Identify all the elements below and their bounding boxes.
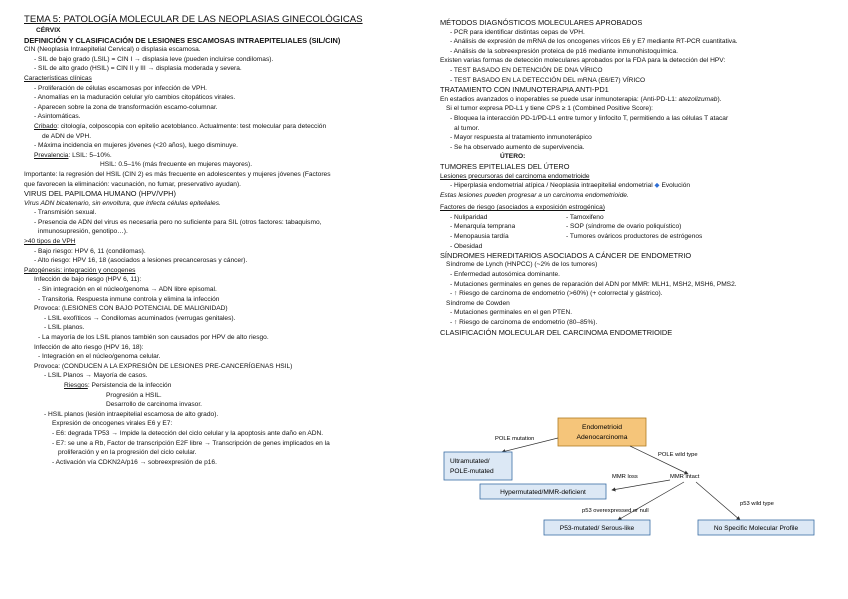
treatment-item: - Bloquea la interacción PD-1/PD-L1 entre tumor y linfocito T, permitiendo a las células T atacar (450, 114, 729, 122)
tumors-heading: TUMORES EPITELIALES DEL ÚTERO (440, 161, 570, 171)
treatment-drug: atezolizumab (678, 95, 718, 103)
molecular-classification-diagram (440, 412, 840, 562)
risk-factors-left (450, 213, 515, 251)
mayoria-item: - La mayoría de los LSIL planos también son causados por HPV de alto riesgo. (38, 334, 269, 341)
risk-factor-item: - Tamoxifeno (566, 213, 604, 221)
high-risk-item: - Integración en el núcleo/genoma celular. (38, 353, 161, 361)
oncogene-item: - Activación vía CDKN2A/p16 → sobreexpresión de p16. (52, 458, 217, 466)
low-risk-item: - Transitoria. Respuesta inmune controla y elimina la infección (38, 295, 220, 303)
p53-over-label: p53 overexpressed or null (582, 508, 649, 514)
cowden-item: - ↑ Riesgo de carcinoma de endometrio (80–85%). (450, 319, 598, 327)
treatment-item: al tumor. (454, 124, 480, 132)
provoca-low-item: - LSIL exofíticos → Condilomas acuminados (verrugas genitales). (44, 314, 236, 322)
riesgos-label: Riesgos (64, 381, 88, 389)
treatment-end: ). (717, 95, 722, 103)
arrow-pole-wild (630, 446, 688, 474)
nsmp-label: No Specific Molecular Profile (713, 525, 799, 532)
oncogene-item: - E7: se une a Rb, Factor de transcripción E2F libre → Transcripción de genes implicados en la (52, 439, 330, 447)
cowden-heading: Síndrome de Cowden (446, 299, 510, 307)
vph-item: - Transmisión sexual. (34, 209, 97, 217)
def-heading: DEFINICIÓN Y CLASIFICACIÓN DE LESIONES ESCAMOSAS INTRAEPITELIALES (SIL/CIN) (24, 35, 341, 45)
utero-heading: ÚTERO: (500, 153, 526, 161)
hypermutated-label: Hypermutated/MMR-deficient (500, 489, 586, 496)
cribado-text-2: de ADN de VPH. (42, 132, 92, 140)
root-label: Endometrioid (581, 424, 623, 431)
clinical-item: - Asintomáticas. (34, 113, 81, 121)
pole-wild-label: POLE wild type (658, 452, 698, 458)
right-column (440, 0, 840, 337)
risk-factor-item: - Tumores ováricos productores de estrógenos (566, 233, 703, 241)
root-label: Adenocarcinoma (576, 434, 628, 441)
clinical-item: - Anomalías en la maduración celular y/o cambios citopáticos virales. (34, 94, 236, 102)
treatment-cps: Si el tumor expresa PD-L1 y tiene CPS ≥ 1 (Combined Positive Score): (446, 105, 654, 113)
methods-item: - PCR para identificar distintas cepas de VPH. (450, 28, 585, 36)
clinical-heading: Características clínicas (24, 74, 92, 82)
arrow-p53-wild (696, 482, 740, 520)
prevalence-text-2: HSIL: 0.5–1% (más frecuente en mujeres mayores). (100, 161, 253, 169)
p53-mutated-label: P53-mutated/ Serous-like (559, 525, 635, 532)
arrow-p53-over (618, 482, 684, 520)
lsil-item: - SIL de bajo grado (LSIL) = CIN I → displasia leve (pueden incluirse condilomas). (34, 55, 274, 63)
oncogene-item: - E6: degrada TP53 → Impide la detección del ciclo celular y la apoptosis ante daño en ADN. (52, 429, 324, 437)
expresion-line: Expresión de oncogenes virales E6 y E7: (52, 420, 173, 428)
lesions-heading: Lesiones precursoras del carcinoma endometrioide (440, 172, 590, 180)
cribado-label: Cribado (34, 122, 58, 130)
arrow-mmr-loss (612, 480, 670, 490)
vph-description: Virus ADN bicatenario, sin envoltura, que infecta células epiteliales. (24, 199, 221, 207)
hsil-item: - SIL de alto grado (HSIL) = CIN II y III → displasia moderada y severa. (34, 65, 242, 73)
lynch-item: - ↑ Riesgo de carcinoma de endometrio (>60%) (+ colorrectal y gástrico). (450, 290, 663, 298)
ultramutated-label: POLE-mutated (450, 468, 494, 475)
fda-item: - TEST BASADO EN DETENCIÓN DE DNA VÍRICO (450, 66, 603, 74)
cowden-item: - Mutaciones germinales en el gen PTEN. (450, 309, 573, 317)
low-risk-heading: Infección de bajo riesgo (HPV 6, 11): (34, 276, 142, 284)
left-column (24, 0, 424, 467)
treatment-heading: TRATAMIENTO CON INMUNOTERAPIA ANTI-PD1 (440, 85, 609, 95)
lynch-item: - Mutaciones germinales en genes de reparación del ADN por MMR: MLH1, MSH2, MSH6, PMS2. (450, 280, 737, 288)
risk-factor-item: - Menopausia tardía (450, 233, 509, 241)
importante-line: Importante: la regresión del HSIL (CIN 2) es más frecuente en adolescentes y mujeres jóvenes (Factores (24, 170, 331, 178)
types-item: - Alto riesgo: HPV 16, 18 (asociados a lesiones precancerosas y cáncer). (34, 257, 248, 265)
lsil-planos: - LSIL Planos → Mayoría de casos. (44, 372, 148, 380)
evolution-text: Evolución (661, 182, 691, 190)
cin-line: CIN (Neoplasia Intraepitelial Cervical) o displasia escamosa. (24, 46, 201, 54)
fda-item: - TEST BASADO EN LA DETECCIÓN DEL mRNA (E6/E7) VÍRICO (450, 76, 646, 84)
vph-item: - Presencia de ADN del virus es necesaria pero no suficiente para SIL (otros factores: tabaquismo, (34, 218, 322, 226)
prevalence-text: : LSIL: 5–10%. (68, 151, 112, 159)
types-heading: >40 tipos de VPH (24, 238, 76, 246)
methods-heading: MÉTODOS DIAGNÓSTICOS MOLECULARES APROBADOS (440, 18, 643, 27)
types-item: - Bajo riesgo: HPV 6, 11 (condilomas). (34, 247, 146, 255)
diamond-icon: ◆ (654, 182, 660, 190)
lynch-heading: Síndrome de Lynch (HNPCC) (~2% de los tumores) (446, 261, 598, 269)
riesgos-line (24, 381, 424, 391)
importante-line-2: que favorecen la eliminación: vacunación, no fumar, preservativo ayudan). (24, 180, 241, 188)
ultramutated-node (444, 452, 512, 480)
clinical-item: - Proliferación de células escamosas por infección de VPH. (34, 84, 207, 92)
vph-item: inmunosupresión, genotipo…). (38, 228, 128, 236)
cribado-line (24, 122, 424, 132)
pathogenesis-heading: Patogénesis: integración y oncogenes (24, 266, 136, 274)
risk-factor-item: - Menarquía temprana (450, 223, 516, 231)
vph-heading: VIRUS DEL PAPILOMA HUMANO (HPV/VPH) (24, 189, 176, 199)
provoca-low-item: - LSIL planos. (44, 324, 85, 332)
hsil-planos: - HSIL planos (lesión intraepitelial escamosa de alto grado). (44, 410, 219, 418)
treatment-item: - Mayor respuesta al tratamiento inmunoterápico (450, 134, 592, 142)
fda-line: Existen varias formas de detección moleculares aprobados por la FDA para la detección del HPV: (440, 57, 726, 65)
cervix-heading: CÉRVIX (36, 27, 61, 34)
prevalence-label: Prevalencia (34, 151, 69, 159)
low-risk-item: - Sin integración en el núcleo/genoma → ADN libre episomal. (38, 286, 217, 294)
provoca-high: Provoca: (CONDUCEN A LA EXPRESIÓN DE LESIONES PRE-CANCERÍGENAS HSIL) (34, 362, 293, 370)
riesgos-item: : Persistencia de la infección (87, 381, 172, 389)
treatment-text: En estadios avanzados o inoperables se puede usar inmunoterapia: (Anti-PD-L1: (440, 95, 679, 103)
methods-item: - Análisis de expresión de mRNA de los oncogenes víricos E6 y E7 mediante RT-PCR cuantitativa. (450, 38, 738, 46)
ultramutated-label: Ultramutated/ (450, 458, 490, 465)
oncogene-item: proliferación y en la progresión del ciclo celular. (58, 449, 197, 457)
provoca-low: Provoca: (LESIONES CON BAJO POTENCIAL DE MALIGNIDAD) (34, 305, 228, 313)
mmr-loss-label: MMR loss (612, 474, 638, 480)
classification-heading: CLASIFICACIÓN MOLECULAR DEL CARCINOMA ENDOMETRIOIDE (440, 327, 673, 337)
riesgos-item: Progresión a HSIL. (106, 391, 162, 399)
risk-factor-item: - SOP (síndrome de ovario poliquístico) (566, 223, 682, 231)
clinical-item: - Aparecen sobre la zona de transformación escamo-columnar. (34, 103, 218, 111)
cribado-text: : citología, colposcopia con epitelio acetoblanco. Actualmente: test molecular para detección (57, 122, 327, 130)
treatment-line (440, 95, 840, 105)
high-risk-heading: Infección de alto riesgo (HPV 16, 18): (34, 343, 144, 351)
treatment-item: - Se ha observado aumento de supervivencia. (450, 143, 585, 151)
risk-factor-item: - Obesidad (450, 242, 483, 250)
mmr-intact-label: MMR intact (670, 474, 700, 480)
root-node (558, 418, 646, 446)
hyperplasia-text: - Hiperplasia endometrial atípica / Neoplasia intraepitelial endometrial (450, 182, 653, 190)
risk-factor-item: - Nuliparidad (450, 213, 488, 221)
lynch-item: - Enfermedad autosómica dominante. (450, 271, 560, 279)
maxima-item: - Máxima incidencia en mujeres jóvenes (<20 años), luego disminuye. (34, 142, 238, 150)
pole-mutation-label: POLE mutation (495, 436, 535, 442)
syndromes-heading: SÍNDROMES HEREDITARIOS ASOCIADOS A CÁNCER DE ENDOMETRIO (440, 250, 692, 260)
page-title: TEMA 5: PATOLOGÍA MOLECULAR DE LAS NEOPLASIAS GINECOLÓGICAS (24, 14, 363, 25)
prevalence-line (24, 151, 424, 161)
progression-note: Estas lesiones pueden progresar a un carcinoma endometrioide. (440, 191, 629, 199)
risk-factors-right (566, 213, 702, 242)
p53-wild-label: p53 wild type (740, 501, 774, 507)
methods-item: - Análisis de la sobreexpresión proteica de p16 mediante inmunohistoquímica. (450, 47, 678, 55)
risk-factors-heading: Factores de riesgo (asociados a exposición estrogénica) (440, 204, 605, 212)
riesgos-item: Desarrollo de carcinoma invasor. (106, 401, 203, 409)
hyperplasia-line (440, 181, 840, 191)
risk-factors-list (440, 213, 840, 251)
